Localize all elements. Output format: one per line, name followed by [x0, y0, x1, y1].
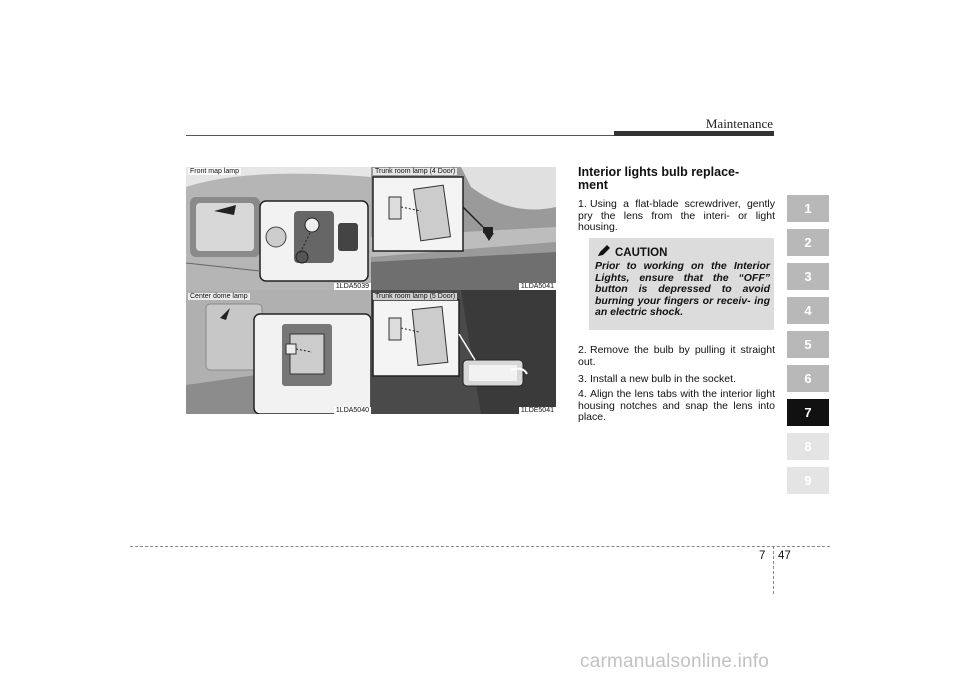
chapter-tab-4[interactable]: 4 [787, 297, 829, 324]
photo-code: 1LDE5041 [520, 407, 554, 414]
chapter-tab-6[interactable]: 6 [787, 365, 829, 392]
chapter-tab-2[interactable]: 2 [787, 229, 829, 256]
step-4 [578, 389, 775, 424]
chapter-tab-3[interactable]: 3 [787, 263, 829, 290]
chapter-tab-9[interactable]: 9 [787, 467, 829, 494]
step-number: 2. [578, 344, 587, 356]
step-3 [578, 374, 775, 386]
chapter-tab-8[interactable]: 8 [787, 433, 829, 460]
photo-center-dome-lamp [186, 290, 371, 414]
photo-label: Center dome lamp [190, 293, 248, 300]
step-1 [578, 199, 775, 234]
photo-label: Trunk room lamp (5 Door) [375, 293, 456, 300]
caution-body: Prior to working on the Interior Lights, ensure that the “OFF” button is depressed to avoid burning your fingers or receiv- ing an electric shock. [595, 260, 770, 318]
step-2 [578, 345, 775, 368]
photo-trunk-lamp-5-door [371, 290, 556, 414]
step-text: Align the lens tabs with the interior light housing notches and snap the lens into place. [578, 388, 775, 423]
watermark-text: carmanualsonline.info [580, 651, 770, 672]
pencil-icon [597, 245, 611, 257]
header-accent-bar [614, 131, 774, 136]
step-number: 4. [578, 388, 587, 400]
caution-box [589, 238, 774, 330]
section-heading [578, 166, 778, 192]
step-number: 1. [578, 198, 587, 210]
photo-label: Trunk room lamp (4 Door) [375, 168, 456, 175]
step-number: 3. [578, 373, 587, 385]
photo-code: 1LDA5039 [335, 283, 369, 290]
page-number: 47 [778, 550, 791, 562]
caution-heading [597, 245, 667, 259]
photo-label: Front map lamp [190, 168, 240, 175]
photo-trunk-lamp-4-door [371, 167, 556, 290]
chapter-tab-1[interactable]: 1 [787, 195, 829, 222]
caution-title: CAUTION [615, 247, 668, 259]
footer-divider [773, 546, 774, 594]
chapter-tab-5[interactable]: 5 [787, 331, 829, 358]
photo-front-map-lamp [186, 167, 371, 290]
page-header-title: Maintenance [705, 116, 773, 131]
page-chapter-number: 7 [759, 550, 766, 562]
step-text: Install a new bulb in the socket. [590, 373, 736, 385]
photo-code: 1LDA5041 [520, 283, 554, 290]
section-heading-text: Interior lights bulb replace- ment [578, 165, 740, 192]
footer-rule [130, 546, 830, 547]
step-text: Remove the bulb by pulling it straight out. [578, 344, 775, 368]
step-text: Using a flat-blade screwdriver, gently pry the lens from the interi- or light housing. [578, 198, 775, 233]
photo-code: 1LDA5040 [335, 407, 369, 414]
chapter-tab-7[interactable]: 7 [787, 399, 829, 426]
